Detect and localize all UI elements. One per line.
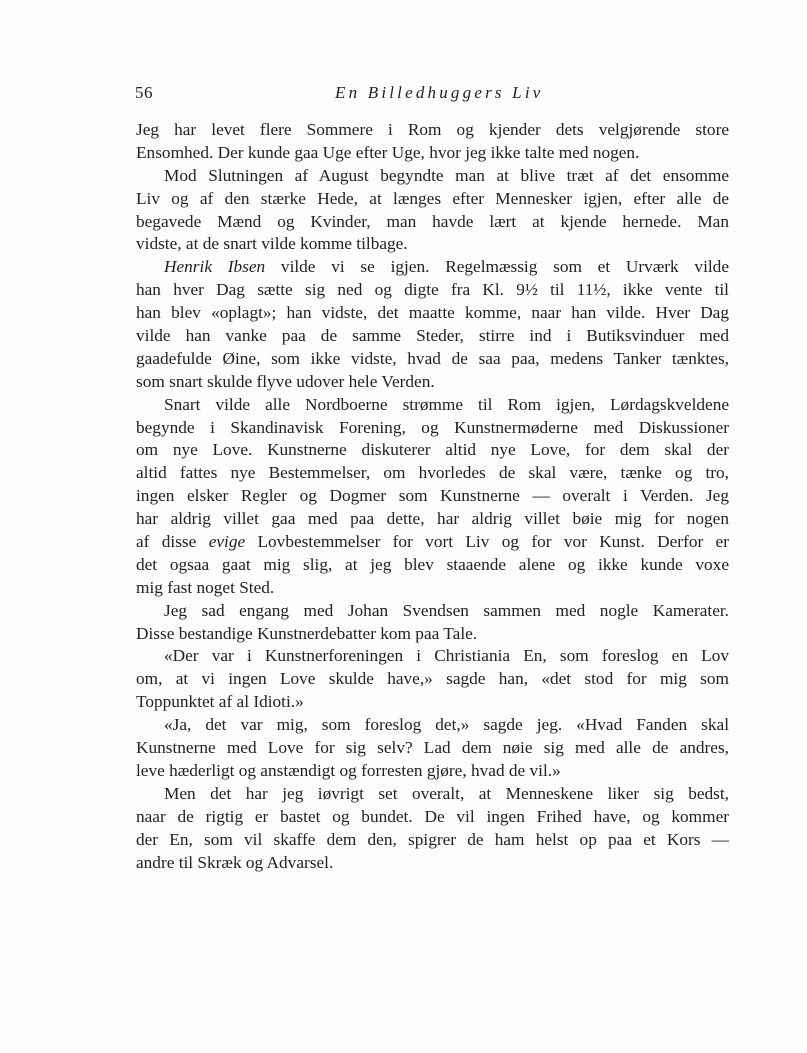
text-line: Men det har jeg iøvrigt set overalt, at Menneskene liker sig bedst, [164,783,729,803]
text-line: det ogsaa gaat mig slig, at jeg blev staaende alene og ikke kunde voxe [136,554,729,574]
text-line: om nye Love. Kunstnerne diskuterer altid nye Love, for dem skal der [136,440,729,460]
text-line: han blev «oplagt»; han vidste, det maatte komme, naar han vilde. Hver Dag [136,303,729,323]
text-line: Toppunktet af al Idioti.» [136,692,304,712]
text-line: naar de rigtig er bastet og bundet. De vil ingen Frihed have, og kommer [136,806,729,826]
text-line: Disse bestandige Kunstnerdebatter kom paa Tale. [136,623,478,643]
text-span: vilde vi se igjen. Regelmæssig som et Urværk vilde [265,257,729,277]
text-line: andre til Skræk og Advarsel. [136,852,334,872]
text-line: om, at vi ingen Love skulde have,» sagde han, «det stod for mig som [136,669,729,689]
text-line [136,531,729,554]
text-line: begynde i Skandinavisk Forening, og Kunstnermøderne med Diskussioner [136,417,729,437]
text-line: han hver Dag sætte sig ned og digte fra Kl. 9½ til 11½, ikke vente til [136,280,729,300]
text-line: Liv og af den stærke Hede, at længes efter Mennesker igjen, efter alle de [136,188,729,208]
text-line: der En, som vil skaffe dem den, spigrer de ham helst op paa et Kors — [136,829,729,849]
text-span: Lovbestemmelser for vort Liv og for vor Kunst. Derfor er [245,532,729,552]
text-line: «Der var i Kunstnerforeningen i Christiania En, som foreslog en Lov [164,646,729,666]
text-line: har aldrig villet gaa med paa dette, har aldrig villet bøie mig for nogen [136,509,729,529]
text-line: Snart vilde alle Nordboerne strømme til Rom igjen, Lørdagskveldene [164,394,729,414]
text-line: altid fattes nye Bestemmelser, om hvorledes de skal være, tænke og tro, [136,463,729,483]
text-line: vidste, at de snart vilde komme tilbage. [136,234,408,254]
text-line [136,256,729,279]
text-line: «Ja, det var mig, som foreslog det,» sagde jeg. «Hvad Fanden skal [164,715,729,735]
text-line: vilde han vanke paa de samme Steder, stirre ind i Butiksvinduer med [136,326,729,346]
text-line: Ensomhed. Der kunde gaa Uge efter Uge, hvor jeg ikke talte med nogen. [136,142,640,162]
text-line: mig fast noget Sted. [136,577,275,597]
running-title: En Billedhuggers Liv [335,83,544,102]
page-number: 56 [135,83,153,102]
page-header [135,83,544,109]
text-line: Jeg har levet flere Sommere i Rom og kjender dets velgjørende store [136,120,729,139]
text-line: som snart skulde flyve udover hele Verden. [136,371,435,391]
text-span: af disse [136,532,209,552]
text-line: Kunstnerne med Love for sig selv? Lad dem nøie sig med alle de andres, [136,738,729,758]
text-line: ingen elsker Regler og Dogmer som Kunstnerne — overalt i Verden. Jeg [136,486,729,506]
text-line: begavede Mænd og Kvinder, man havde lært at kjende hernede. Man [136,211,729,231]
text-line: Mod Slutningen af August begyndte man at blive træt af det ensomme [164,165,729,185]
text-line: gaadefulde Øine, som ikke vidste, hvad de saa paa, medens Tanker tænktes, [136,348,729,368]
text-line: Jeg sad engang med Johan Svendsen sammen med nogle Kamerater. [164,600,729,620]
body-text [136,119,729,874]
italic-word: evige [208,532,246,552]
italic-name: Henrik Ibsen [164,257,266,277]
text-line: leve hæderligt og anstændigt og forresten gjøre, hvad de vil.» [136,760,561,780]
